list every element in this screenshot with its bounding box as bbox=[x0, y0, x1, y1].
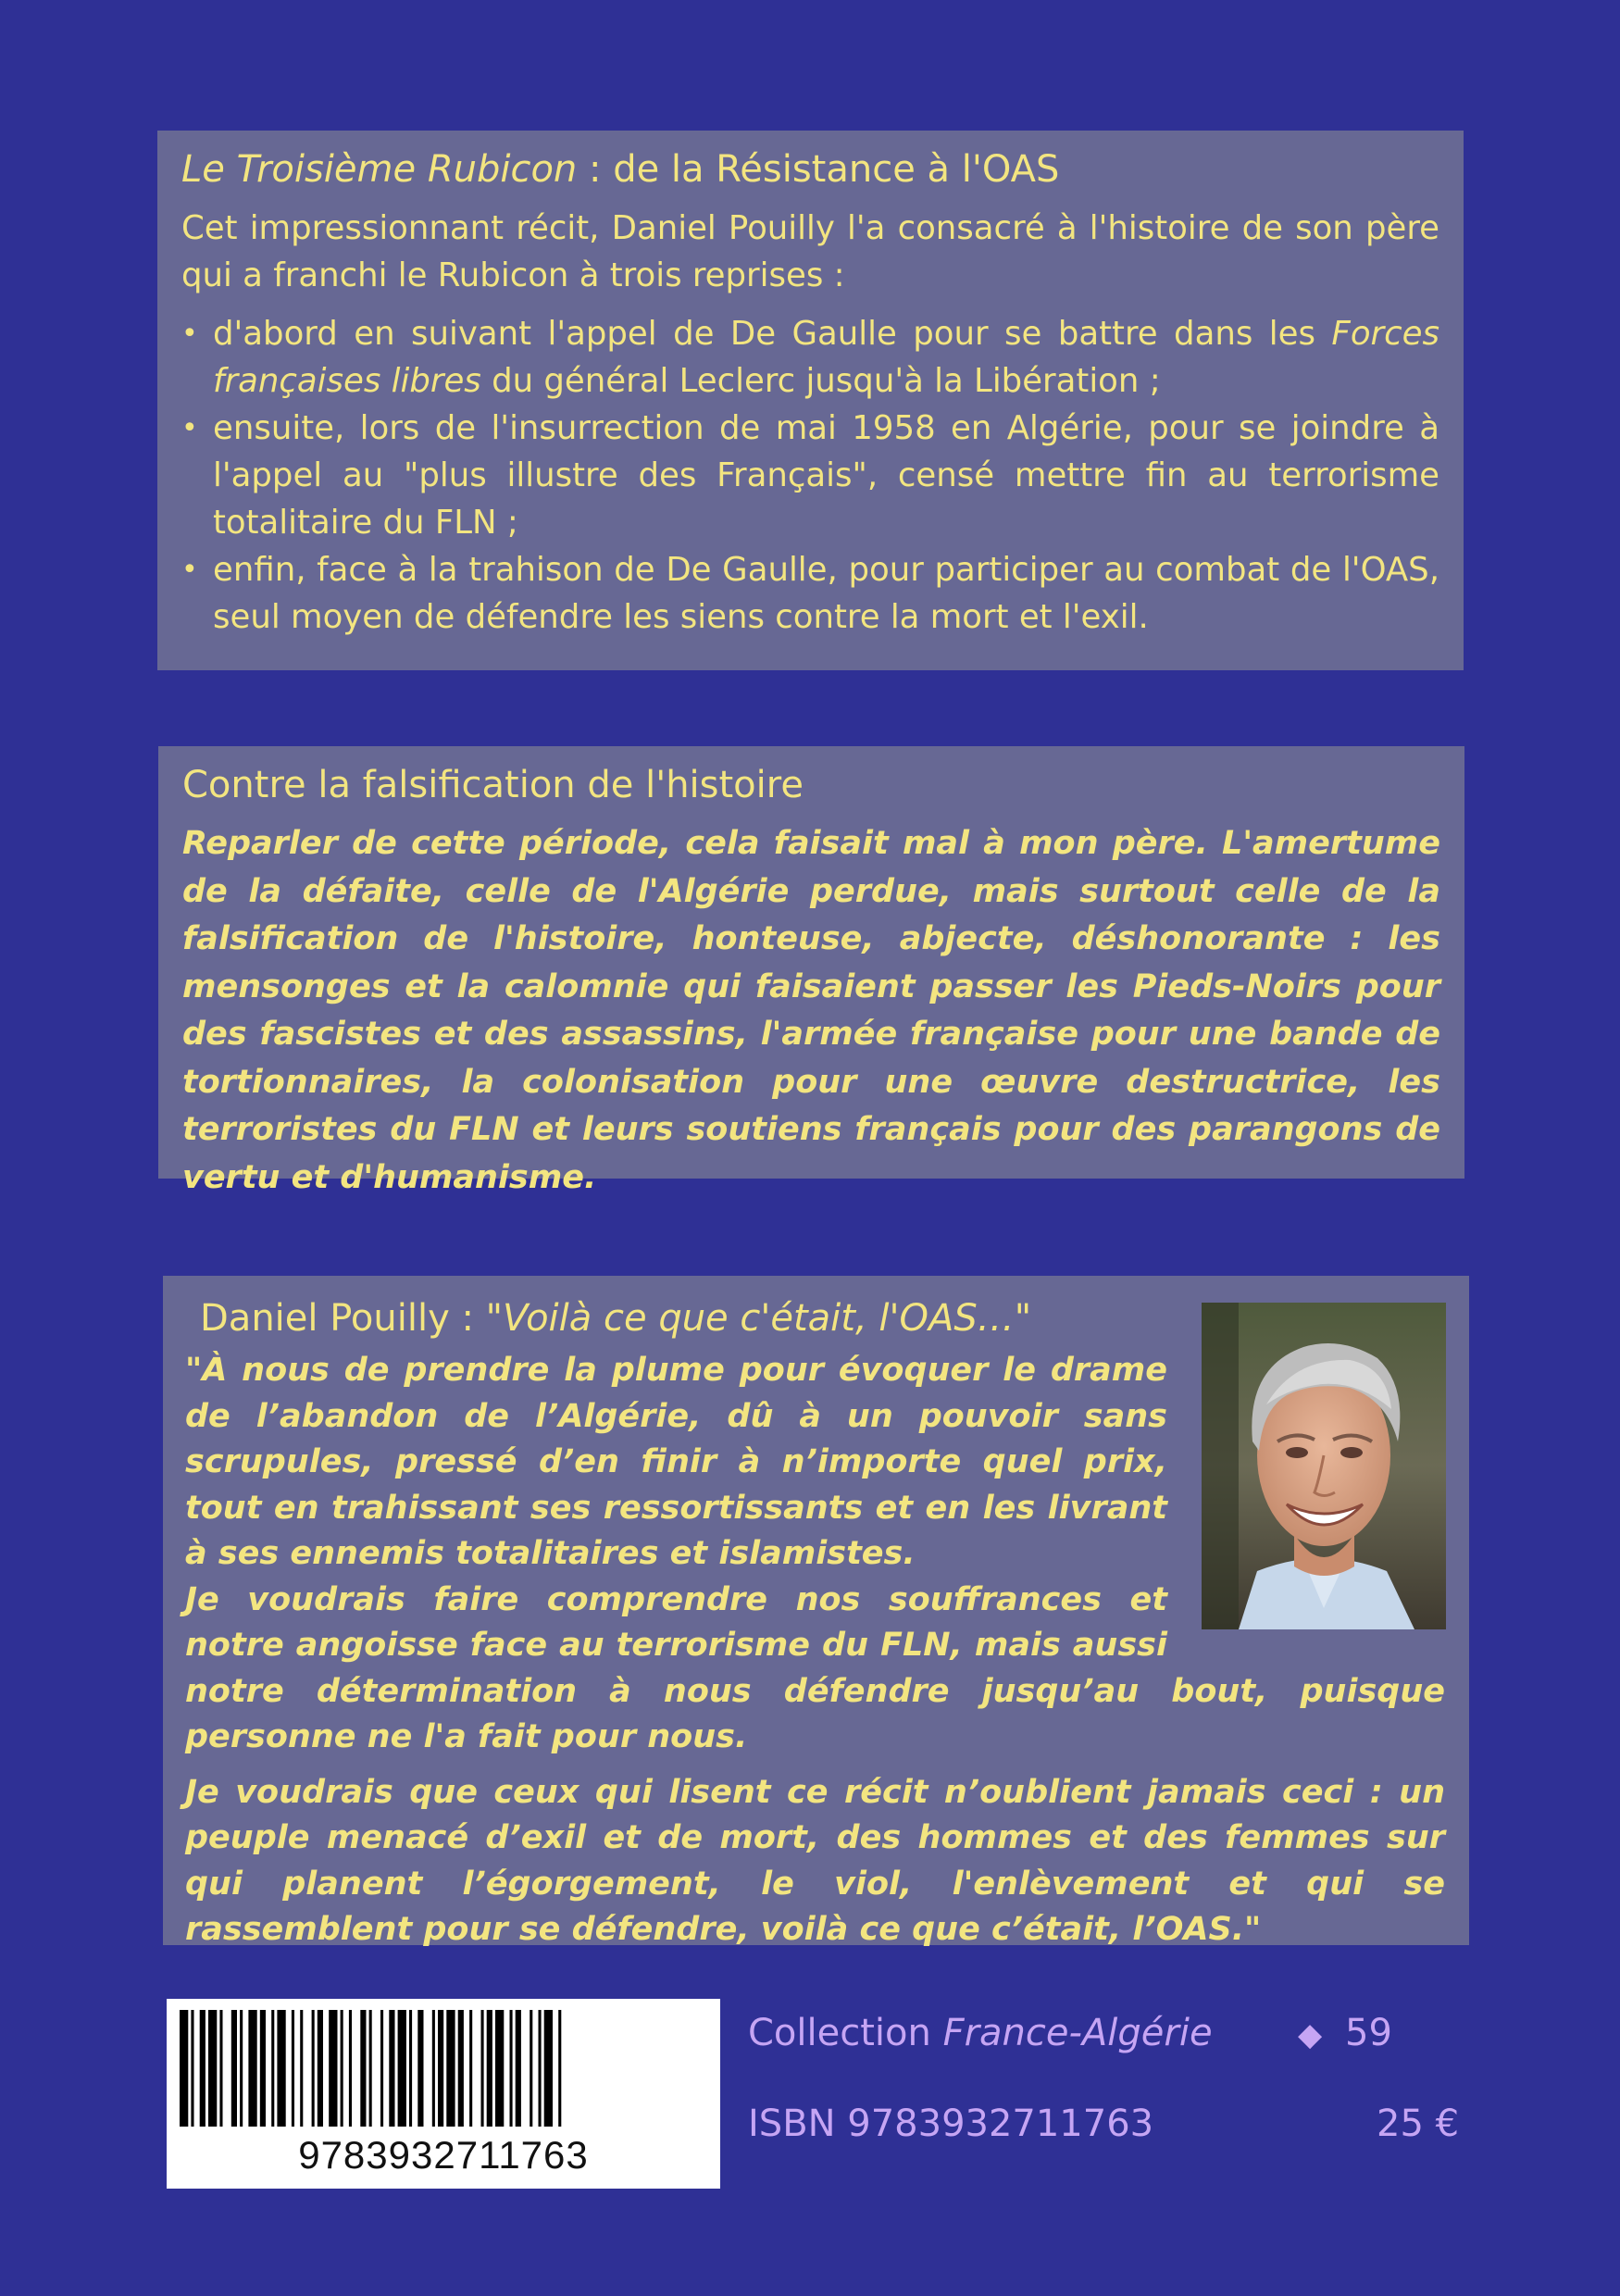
barcode-bar bbox=[231, 2010, 237, 2127]
barcode-bar bbox=[248, 2010, 256, 2127]
barcode-bar bbox=[398, 2010, 406, 2127]
collection-number: 59 bbox=[1345, 2012, 1392, 2054]
quote-paragraph-2: Je voudrais faire comprendre nos souffrances et notre angoisse face au terrorisme du FLN, mais aussi notre détermination à nous défendre jusqu’au bout, puisque personne ne l'a fait pour nous. bbox=[185, 1580, 1445, 1755]
barcode-bar bbox=[208, 2010, 217, 2127]
bullet-icon: • bbox=[181, 318, 198, 350]
barcode-bar bbox=[240, 2010, 243, 2127]
barcode-bar bbox=[544, 2010, 553, 2127]
falsification-heading: Contre la falsification de l'histoire bbox=[182, 764, 804, 806]
barcode-bar bbox=[271, 2010, 274, 2127]
barcode-bar bbox=[329, 2010, 337, 2127]
barcode-bar bbox=[318, 2010, 323, 2127]
barcode-bar bbox=[341, 2010, 343, 2127]
falsification-body: Reparler de cette période, cela faisait mal à mon père. L'amertume de la défaite, celle de l'Algérie perdue, mais surtout celle de la falsification de l'histoire, honteuse, abjecte, déshonorante : les mensonges et la calomnie qui faisaient passer les Pieds-Noirs pour des fascistes et des assassins, l'armée française pour une bande de tortionnaires, la colonisation pour une œuvre destructrice, les terroristes du FLN et leurs soutiens français pour des parangons de vertu et d'humanisme. bbox=[182, 825, 1440, 1196]
barcode-bar bbox=[481, 2010, 484, 2127]
diamond-icon: ◆ bbox=[1298, 2016, 1323, 2053]
barcode-bar bbox=[369, 2010, 372, 2127]
collection-label: Collection France-Algérie bbox=[748, 2012, 1213, 2054]
bullet-icon: • bbox=[181, 412, 198, 444]
isbn-barcode bbox=[167, 1999, 720, 2189]
barcode-bar bbox=[530, 2010, 532, 2127]
summary-intro: Cet impressionnant récit, Daniel Pouilly l'a consacré à l'histoire de son père qui a franchi le Rubicon à trois reprises : bbox=[181, 209, 1439, 294]
barcode-bar bbox=[495, 2010, 504, 2127]
barcode-bar bbox=[300, 2010, 303, 2127]
barcode-bar bbox=[539, 2010, 542, 2127]
barcode-bar bbox=[510, 2010, 513, 2127]
barcode-bar bbox=[417, 2010, 423, 2127]
list-item: • ensuite, lors de l'insurrection de mai 1958 en Algérie, pour se joindre à l'appel au "plus illustre des Français", censé mettre fin au terrorisme totalitaire du FLN ; bbox=[181, 405, 1439, 546]
barcode-bar bbox=[312, 2010, 315, 2127]
summary-panel bbox=[157, 131, 1464, 670]
author-portrait-icon bbox=[1202, 1303, 1446, 1629]
falsification-panel bbox=[158, 746, 1464, 1196]
quote-paragraph-1: "À nous de prendre la plume pour évoquer le drame de l’abandon de l’Algérie, dû à un pouvoir sans scrupules, pressé d’en finir à n’importe quel prix, tout en trahissant ses ressortissants et en les livrant à ses ennemis totalitaires et islamistes. bbox=[185, 1352, 1167, 1572]
barcode-bar bbox=[458, 2010, 464, 2127]
barcode-bar bbox=[292, 2010, 294, 2127]
barcode-bar bbox=[200, 2010, 206, 2127]
book-title: Le Troisième Rubicon bbox=[181, 148, 578, 191]
barcode-bar bbox=[438, 2010, 443, 2127]
quote-paragraph-3: Je voudrais que ceux qui lisent ce récit n’oublient jamais ceci : un peuple menacé d’exil et de mort, des hommes et des femmes sur qui planent l’égorgement, le viol, l'enlèvement et qui se rassemblent pour se défendre, voilà ce que c’était, l’OAS." bbox=[185, 1773, 1445, 1948]
barcode-bar bbox=[260, 2010, 266, 2127]
barcode-bar bbox=[516, 2010, 521, 2127]
barcode-bar bbox=[180, 2010, 188, 2127]
author-name: Daniel Pouilly : bbox=[200, 1297, 486, 1340]
bullet-icon: • bbox=[181, 554, 198, 586]
barcode-number: 9783932711763 bbox=[298, 2133, 589, 2177]
quote-title: "Voilà ce que c'était, l'OAS…" bbox=[485, 1297, 1032, 1340]
barcode-bar bbox=[469, 2010, 472, 2127]
barcode-bar bbox=[349, 2010, 352, 2127]
barcode-bar bbox=[409, 2010, 412, 2127]
isbn-label: ISBN 9783932711763 bbox=[748, 2103, 1154, 2145]
collection-name: France-Algérie bbox=[942, 2012, 1213, 2054]
barcode-bar bbox=[191, 2010, 193, 2127]
summary-heading bbox=[181, 145, 1439, 193]
barcode-icon bbox=[167, 1999, 720, 2138]
barcode-bar bbox=[277, 2010, 285, 2127]
barcode-bar bbox=[360, 2010, 366, 2127]
barcode-bar bbox=[380, 2010, 383, 2127]
book-subtitle: : de la Résistance à l'OAS bbox=[577, 148, 1060, 191]
barcode-bar bbox=[432, 2010, 435, 2127]
list-item: • d'abord en suivant l'appel de De Gaulle pour se battre dans les Forces françaises libres du général Leclerc jusqu'à la Libération ; bbox=[181, 310, 1439, 405]
barcode-bar bbox=[219, 2010, 222, 2127]
barcode-bar bbox=[487, 2010, 492, 2127]
barcode-bar bbox=[446, 2010, 455, 2127]
list-item: • enfin, face à la trahison de De Gaulle, pour participer au combat de l'OAS, seul moyen de défendre les siens contre la mort et l'exil. bbox=[181, 546, 1439, 641]
barcode-bar bbox=[558, 2010, 561, 2127]
price-label: 25 € bbox=[1377, 2103, 1460, 2145]
summary-list bbox=[181, 310, 1439, 641]
barcode-bar bbox=[389, 2010, 394, 2127]
